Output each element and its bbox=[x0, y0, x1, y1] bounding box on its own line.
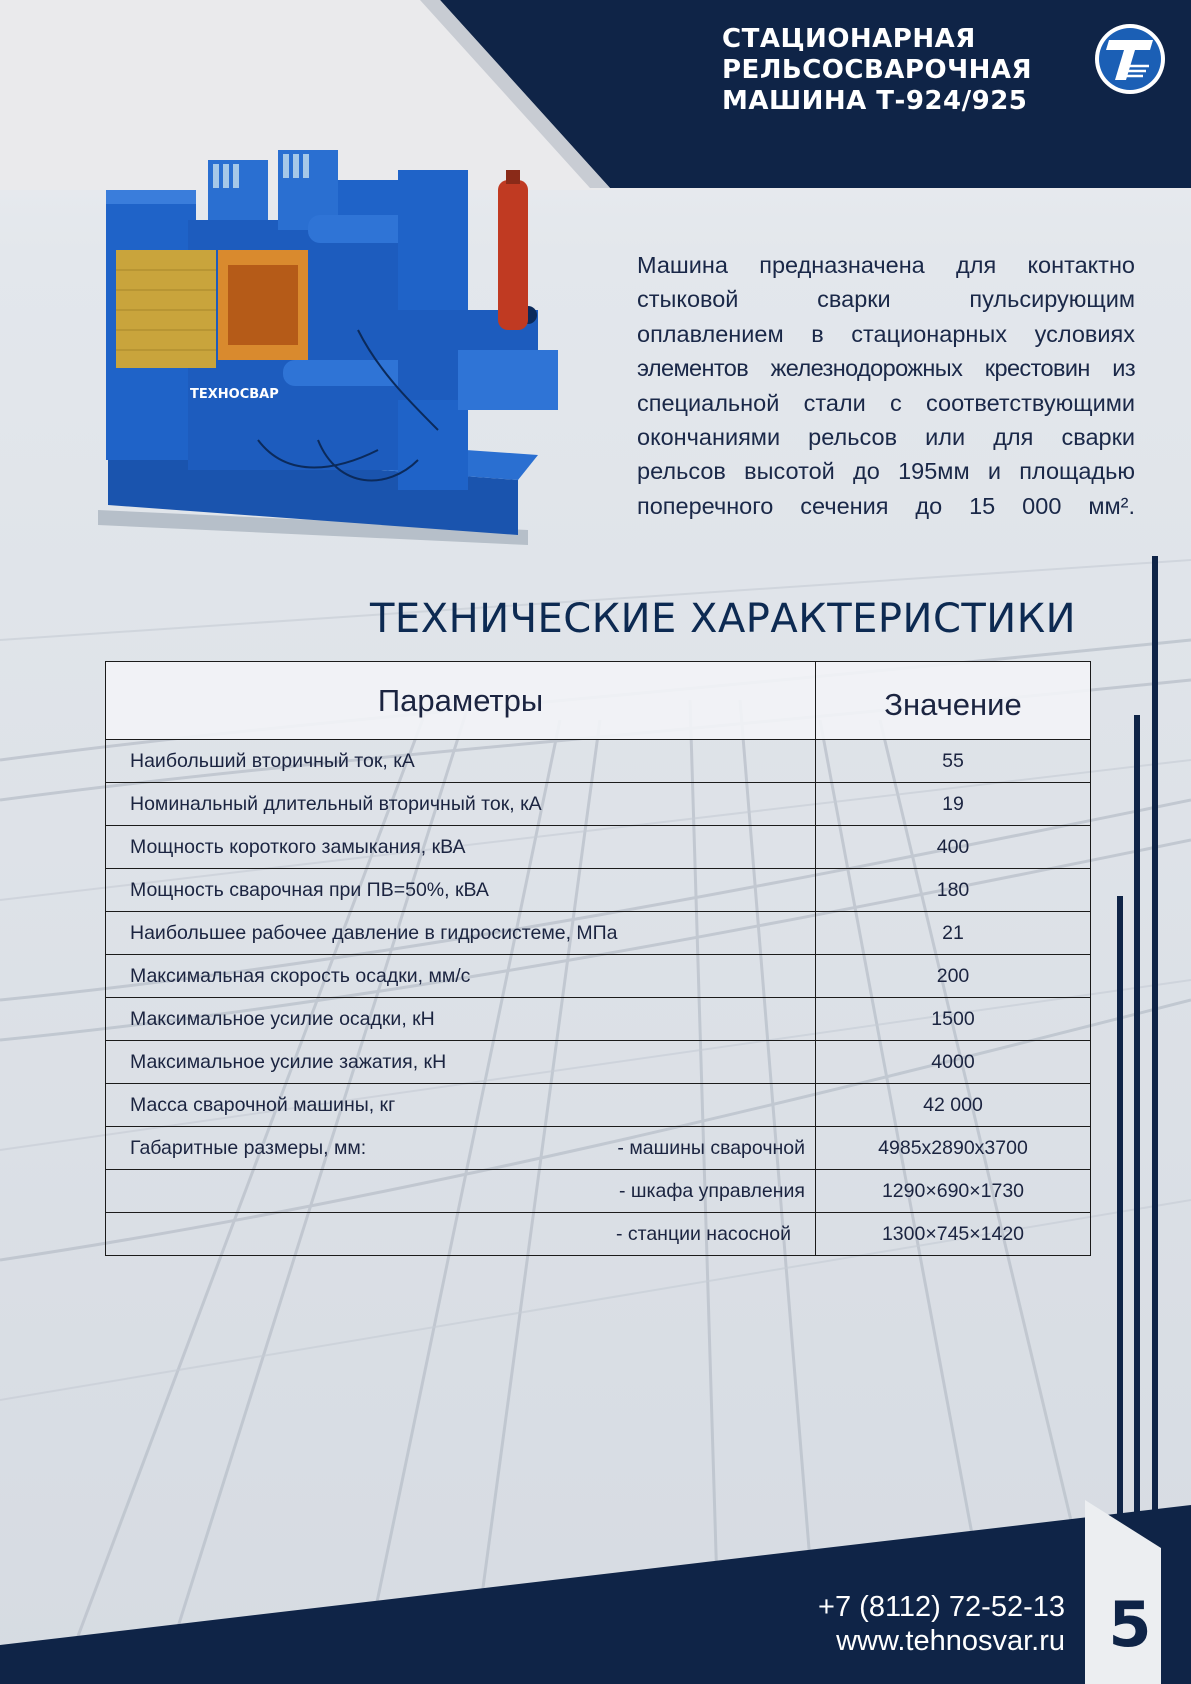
column-header-value: Значение bbox=[816, 662, 1091, 740]
title-line-3: МАШИНА Т-924/925 bbox=[722, 86, 1028, 116]
value-cell: 180 bbox=[816, 869, 1091, 912]
table-row bbox=[106, 1041, 1091, 1084]
description-line: оплавлением в стационарных условиях bbox=[637, 320, 1135, 347]
description-line: окончаниями рельсов или для сварки bbox=[637, 424, 1135, 451]
page-number: 5 bbox=[1108, 1588, 1152, 1661]
table-row bbox=[106, 998, 1091, 1041]
value-cell: 200 bbox=[816, 955, 1091, 998]
param-cell: Мощность короткого замыкания, кВА bbox=[106, 826, 816, 869]
param-cell: Наибольший вторичный ток, кА bbox=[106, 740, 816, 783]
value-cell: 1300×745×1420 bbox=[816, 1213, 1091, 1256]
param-sublabel: - машины сварочной bbox=[617, 1137, 805, 1159]
specifications-table bbox=[105, 661, 1091, 1256]
table-row bbox=[106, 826, 1091, 869]
title-line-1: СТАЦИОНАРНАЯ bbox=[722, 24, 976, 54]
table-row bbox=[106, 955, 1091, 998]
param-cell: Мощность сварочная при ПВ=50%, кВА bbox=[106, 869, 816, 912]
description-line: поперечного сечения до 15 000 мм². bbox=[637, 492, 1135, 519]
section-title: ТЕХНИЧЕСКИЕ ХАРАКТЕРИСТИКИ bbox=[370, 596, 1077, 642]
param-cell: Максимальное усилие зажатия, кН bbox=[106, 1041, 816, 1084]
param-cell: Наибольшее рабочее давление в гидросистеме, МПа bbox=[106, 912, 816, 955]
param-cell: Масса сварочной машины, кг bbox=[106, 1084, 816, 1127]
table-row bbox=[106, 912, 1091, 955]
table-row bbox=[106, 1213, 1091, 1256]
contact-phone: +7 (8112) 72-52-13 bbox=[818, 1591, 1065, 1623]
description-line: стыковой сварки пульсирующим bbox=[637, 286, 1135, 313]
param-sublabel: - шкафа управления bbox=[618, 1180, 805, 1202]
table-row bbox=[106, 1127, 1091, 1170]
value-cell: 42 000 bbox=[816, 1084, 1091, 1127]
company-logo bbox=[1093, 22, 1167, 96]
value-cell: 21 bbox=[816, 912, 1091, 955]
description-line: специальной стали с соответствующими bbox=[637, 389, 1135, 416]
table-row bbox=[106, 783, 1091, 826]
website-link[interactable]: www.tehnosvar.ru bbox=[836, 1625, 1065, 1657]
param-cell bbox=[106, 1127, 816, 1170]
table-row bbox=[106, 1170, 1091, 1213]
page-title bbox=[722, 24, 1052, 117]
table-row bbox=[106, 1084, 1091, 1127]
param-cell: Максимальное усилие осадки, кН bbox=[106, 998, 816, 1041]
value-cell: 55 bbox=[816, 740, 1091, 783]
value-cell: 1290×690×1730 bbox=[816, 1170, 1091, 1213]
welding-machine-image bbox=[58, 150, 588, 580]
table-header-row bbox=[106, 662, 1091, 740]
description-line: рельсов высотой до 195мм и площадью bbox=[637, 458, 1135, 485]
param-sublabel: - станции насосной bbox=[615, 1223, 791, 1245]
value-cell: 400 bbox=[816, 826, 1091, 869]
title-line-2: РЕЛЬСОСВАРОЧНАЯ bbox=[722, 55, 1033, 85]
value-cell: 4000 bbox=[816, 1041, 1091, 1084]
description-line: Машина предназначена для контактно bbox=[637, 252, 1135, 278]
value-cell: 4985х2890х3700 bbox=[816, 1127, 1091, 1170]
table-row bbox=[106, 869, 1091, 912]
table-row bbox=[106, 740, 1091, 783]
machine-description bbox=[637, 248, 1135, 523]
param-cell bbox=[106, 1213, 816, 1256]
param-cell bbox=[106, 1170, 816, 1213]
value-cell: 1500 bbox=[816, 998, 1091, 1041]
value-cell: 19 bbox=[816, 783, 1091, 826]
machine-brand-label: ТЕХНОСВАР bbox=[190, 387, 279, 402]
param-cell: Максимальная скорость осадки, мм/с bbox=[106, 955, 816, 998]
description-line: элементов железнодорожных крестовин из bbox=[637, 355, 1135, 382]
param-label: Габаритные размеры, мм: bbox=[130, 1136, 367, 1159]
column-header-parameters: Параметры bbox=[106, 662, 816, 740]
param-cell: Номинальный длительный вторичный ток, кА bbox=[106, 783, 816, 826]
